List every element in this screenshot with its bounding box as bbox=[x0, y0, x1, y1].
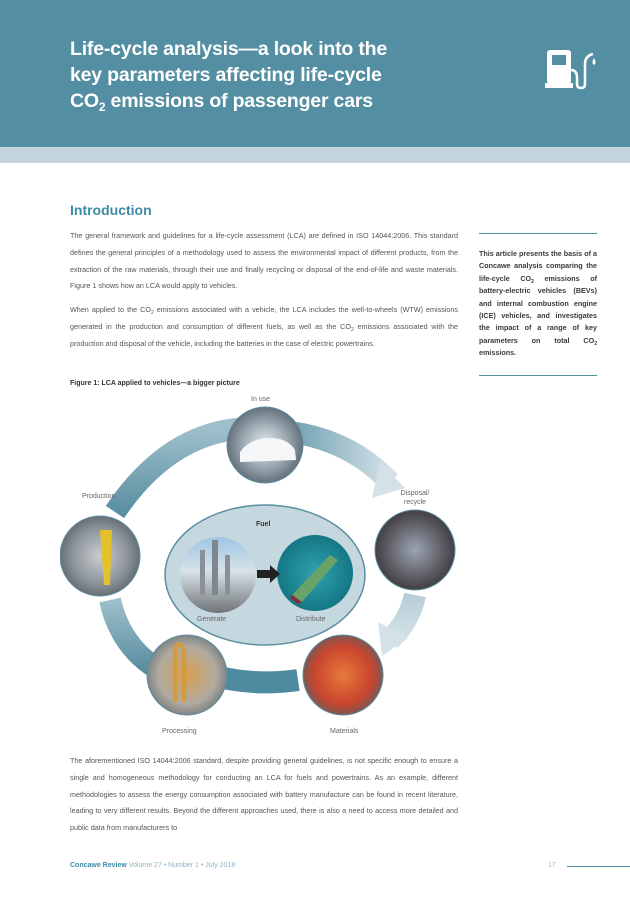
label-disposal-line1: Disposal/ bbox=[400, 490, 430, 497]
processing-image bbox=[147, 635, 227, 715]
title-line-2: key parameters affecting life-cycle bbox=[70, 64, 382, 86]
text-run: emissions. bbox=[479, 348, 517, 358]
subscript: 2 bbox=[531, 278, 534, 285]
text-run: When applied to the CO bbox=[70, 305, 151, 314]
label-generate: Generate bbox=[197, 616, 227, 623]
materials-image bbox=[303, 635, 383, 715]
subscript: 2 bbox=[594, 340, 597, 347]
intro-paragraph-1: The general framework and guidelines for a life-cycle assessment (LCA) are defined in ISO 14044:2006. This standard defines the general principles of a methodology used to assess the environmental impact of different products, from the extraction of the raw materials, through their use and finally recycling or disposal of the end-of-life and waste materials. Figure 1 shows how an LCA would apply to vehicles. bbox=[70, 231, 458, 291]
fuel-pump-icon bbox=[545, 48, 599, 94]
text-run: emissions associated with the production and disposal of the vehicle, including the batteries in the case of electric powertrains. bbox=[70, 321, 459, 348]
page-number: 17 bbox=[548, 862, 556, 869]
title-subscript: 2 bbox=[98, 100, 106, 114]
sidebar-rule-bottom bbox=[479, 375, 597, 376]
label-in-use: In use bbox=[251, 396, 271, 403]
text-run: emissions associated with a vehicle, the LCA includes the well-to-wheels (WTW) emissions generated in the production and consumption of different fuels, as well as the CO bbox=[70, 305, 458, 331]
footer-publication bbox=[70, 862, 235, 869]
label-distribute: Distribute bbox=[296, 616, 326, 623]
label-production: Production bbox=[82, 493, 116, 500]
footer-brand: Concawe Review bbox=[70, 862, 127, 869]
text-run: This article presents the basis of a Concawe analysis comparing the life-cycle CO bbox=[479, 249, 597, 283]
sidebar-summary bbox=[479, 248, 597, 360]
label-materials: Materials bbox=[330, 728, 359, 735]
page-title bbox=[70, 36, 450, 114]
sidebar-rule-top bbox=[479, 233, 597, 234]
title-line-3-pre: CO bbox=[70, 90, 99, 112]
lca-cycle-diagram bbox=[60, 390, 480, 745]
header-band bbox=[0, 147, 630, 163]
title-line-3-post: emissions of passenger cars bbox=[105, 90, 373, 112]
subscript: 2 bbox=[150, 310, 154, 316]
title-line-1: Life-cycle analysis—a look into the bbox=[70, 38, 388, 60]
label-processing: Processing bbox=[162, 728, 197, 735]
intro-paragraph-2 bbox=[70, 302, 458, 352]
footer-rule bbox=[567, 866, 630, 867]
subscript: 2 bbox=[350, 326, 354, 333]
section-heading-introduction: Introduction bbox=[70, 202, 152, 218]
body-paragraph-3: The aforementioned ISO 14044:2006 standard, despite providing general guidelines, is not specific enough to ensure a single and homogeneous methodology for conducting an LCA for fuels and powertrains. As an example, different methodologies to assess the energy consumption associated with battery manufacture can be found in recent literature, leading to very different results. Beyond the different approaches used, there is also a need to access more detailed and public data from manufacturers to bbox=[70, 756, 458, 833]
figure-caption: Figure 1: LCA applied to vehicles—a bigger picture bbox=[70, 380, 240, 387]
footer-issue: Volume 27 • Number 1 • July 2018 bbox=[126, 862, 236, 869]
text-run: emissions of battery-electric vehicles (BEVs) and internal combustion engine (ICE) vehicles, and investigates the impact of a range of key parameters on total CO bbox=[479, 273, 597, 345]
label-fuel: Fuel bbox=[256, 521, 271, 528]
label-disposal-line2: recycle bbox=[403, 499, 427, 506]
production-image bbox=[60, 516, 140, 596]
disposal-image bbox=[375, 510, 455, 590]
lca-cycle-figure bbox=[60, 390, 480, 745]
label-disposal bbox=[390, 489, 440, 507]
